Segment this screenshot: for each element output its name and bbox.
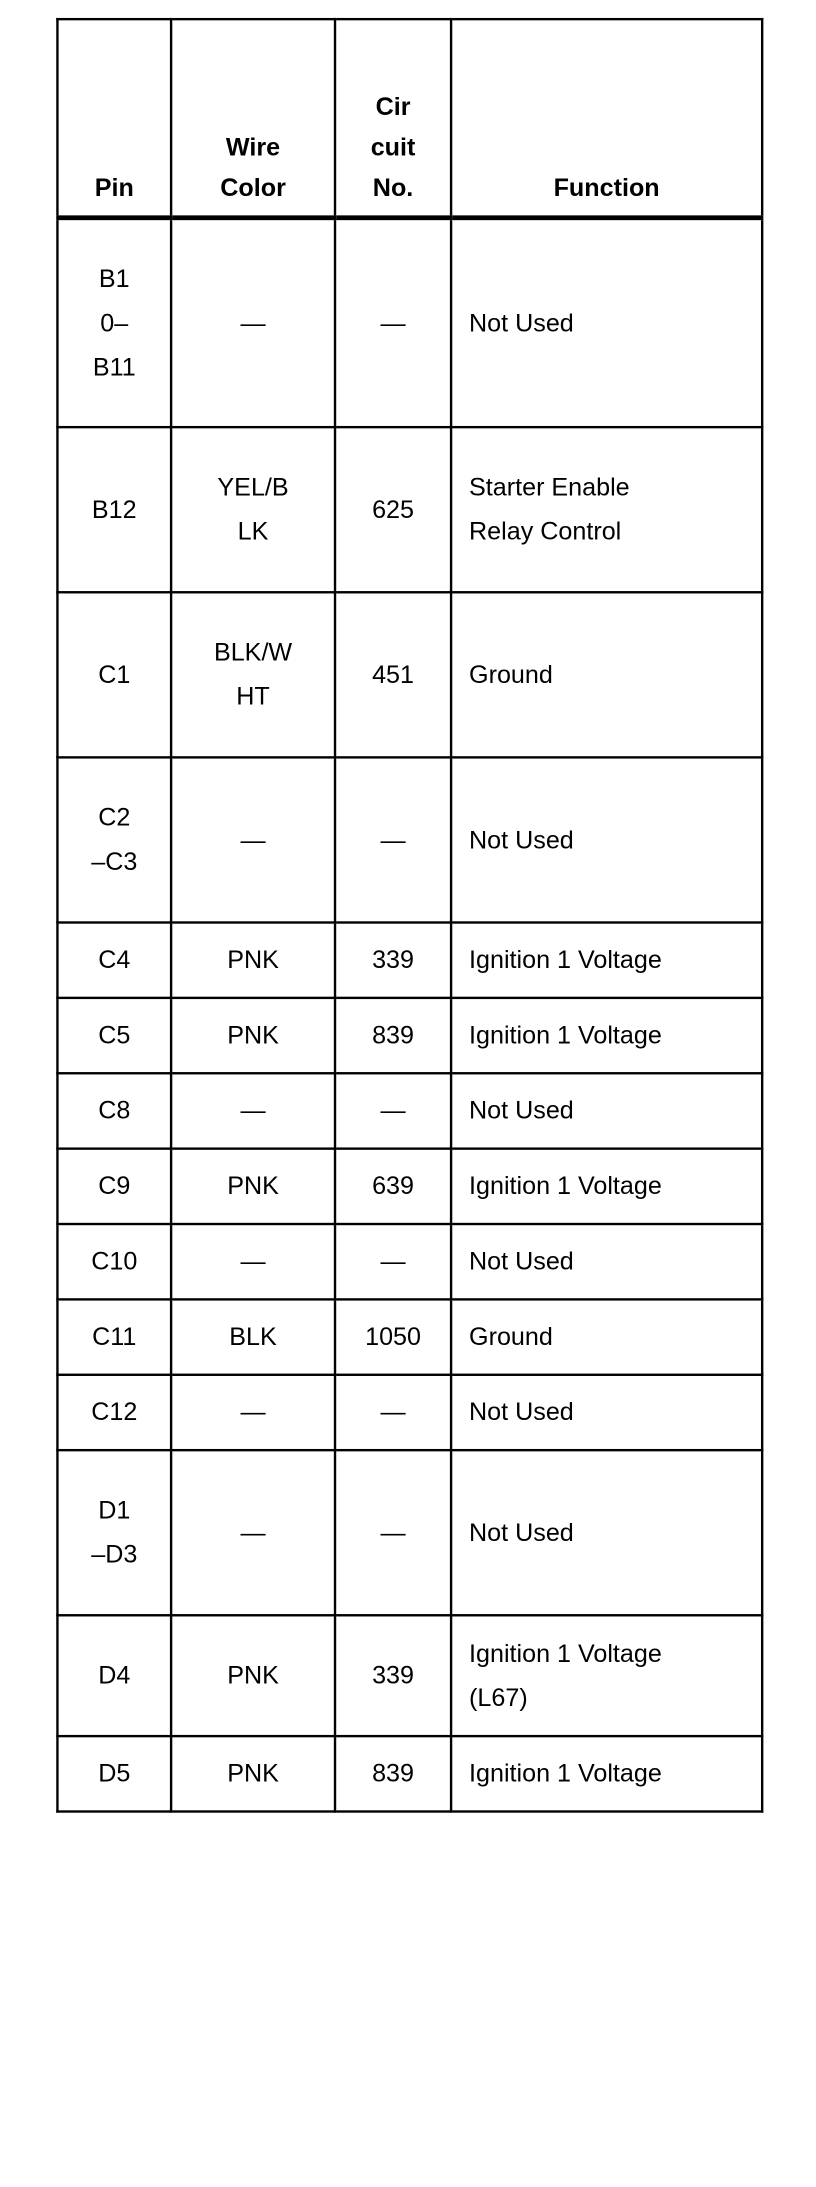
circuit-no-cell: 451: [335, 592, 451, 757]
function-cell: Ignition 1 Voltage: [451, 998, 762, 1073]
pin-cell: D4: [57, 1615, 171, 1736]
table-row: [57, 218, 762, 427]
wire-color-cell: YEL/B LK: [171, 427, 335, 592]
circuit-no-cell: —: [335, 218, 451, 427]
connector-pinout-table: [56, 18, 763, 1813]
table-row: [57, 1299, 762, 1374]
circuit-no-cell: 839: [335, 1736, 451, 1811]
wire-color-cell: —: [171, 1375, 335, 1450]
function-cell: Not Used: [451, 1224, 762, 1299]
pin-cell: B1 0– B11: [57, 218, 171, 427]
wire-color-cell: PNK: [171, 1736, 335, 1811]
pin-cell: C9: [57, 1149, 171, 1224]
circuit-no-cell: 339: [335, 1615, 451, 1736]
table-row: [57, 923, 762, 998]
pin-cell: C1: [57, 592, 171, 757]
function-cell: Ground: [451, 1299, 762, 1374]
wire-color-cell: —: [171, 757, 335, 922]
table-row: [57, 1615, 762, 1736]
header-function: Function: [451, 19, 762, 218]
pin-cell: C12: [57, 1375, 171, 1450]
wire-color-cell: PNK: [171, 923, 335, 998]
table-row: [57, 1073, 762, 1148]
wire-color-cell: PNK: [171, 998, 335, 1073]
wire-color-cell: —: [171, 218, 335, 427]
table-row: [57, 427, 762, 592]
wire-color-cell: —: [171, 1224, 335, 1299]
pin-cell: B12: [57, 427, 171, 592]
header-pin: Pin: [57, 19, 171, 218]
function-cell: Not Used: [451, 218, 762, 427]
table-row: [57, 998, 762, 1073]
pin-cell: C4: [57, 923, 171, 998]
header-circuit-no: Cir cuit No.: [335, 19, 451, 218]
pin-cell: C10: [57, 1224, 171, 1299]
pin-cell: C2 –C3: [57, 757, 171, 922]
pin-cell: D1 –D3: [57, 1450, 171, 1615]
circuit-no-cell: 639: [335, 1149, 451, 1224]
table-row: [57, 1375, 762, 1450]
wire-color-cell: —: [171, 1073, 335, 1148]
function-cell: Not Used: [451, 1073, 762, 1148]
table-row: [57, 1224, 762, 1299]
header-row: [57, 19, 762, 218]
function-cell: Ignition 1 Voltage (L67): [451, 1615, 762, 1736]
pin-cell: D5: [57, 1736, 171, 1811]
table-row: [57, 757, 762, 922]
wire-color-cell: PNK: [171, 1149, 335, 1224]
pin-cell: C5: [57, 998, 171, 1073]
wire-color-cell: —: [171, 1450, 335, 1615]
function-cell: Ignition 1 Voltage: [451, 923, 762, 998]
function-cell: Ignition 1 Voltage: [451, 1736, 762, 1811]
wire-color-cell: BLK: [171, 1299, 335, 1374]
table-row: [57, 592, 762, 757]
wire-color-cell: BLK/W HT: [171, 592, 335, 757]
function-cell: Not Used: [451, 757, 762, 922]
function-cell: Not Used: [451, 1450, 762, 1615]
table-row: [57, 1149, 762, 1224]
pin-cell: C11: [57, 1299, 171, 1374]
pin-cell: C8: [57, 1073, 171, 1148]
function-cell: Ignition 1 Voltage: [451, 1149, 762, 1224]
circuit-no-cell: —: [335, 1450, 451, 1615]
circuit-no-cell: 339: [335, 923, 451, 998]
table-row: [57, 1736, 762, 1811]
wire-color-cell: PNK: [171, 1615, 335, 1736]
table-row: [57, 1450, 762, 1615]
circuit-no-cell: 1050: [335, 1299, 451, 1374]
circuit-no-cell: —: [335, 1073, 451, 1148]
circuit-no-cell: —: [335, 1224, 451, 1299]
function-cell: Not Used: [451, 1375, 762, 1450]
header-wire-color: Wire Color: [171, 19, 335, 218]
circuit-no-cell: —: [335, 757, 451, 922]
circuit-no-cell: 625: [335, 427, 451, 592]
circuit-no-cell: 839: [335, 998, 451, 1073]
function-cell: Starter Enable Relay Control: [451, 427, 762, 592]
function-cell: Ground: [451, 592, 762, 757]
circuit-no-cell: —: [335, 1375, 451, 1450]
